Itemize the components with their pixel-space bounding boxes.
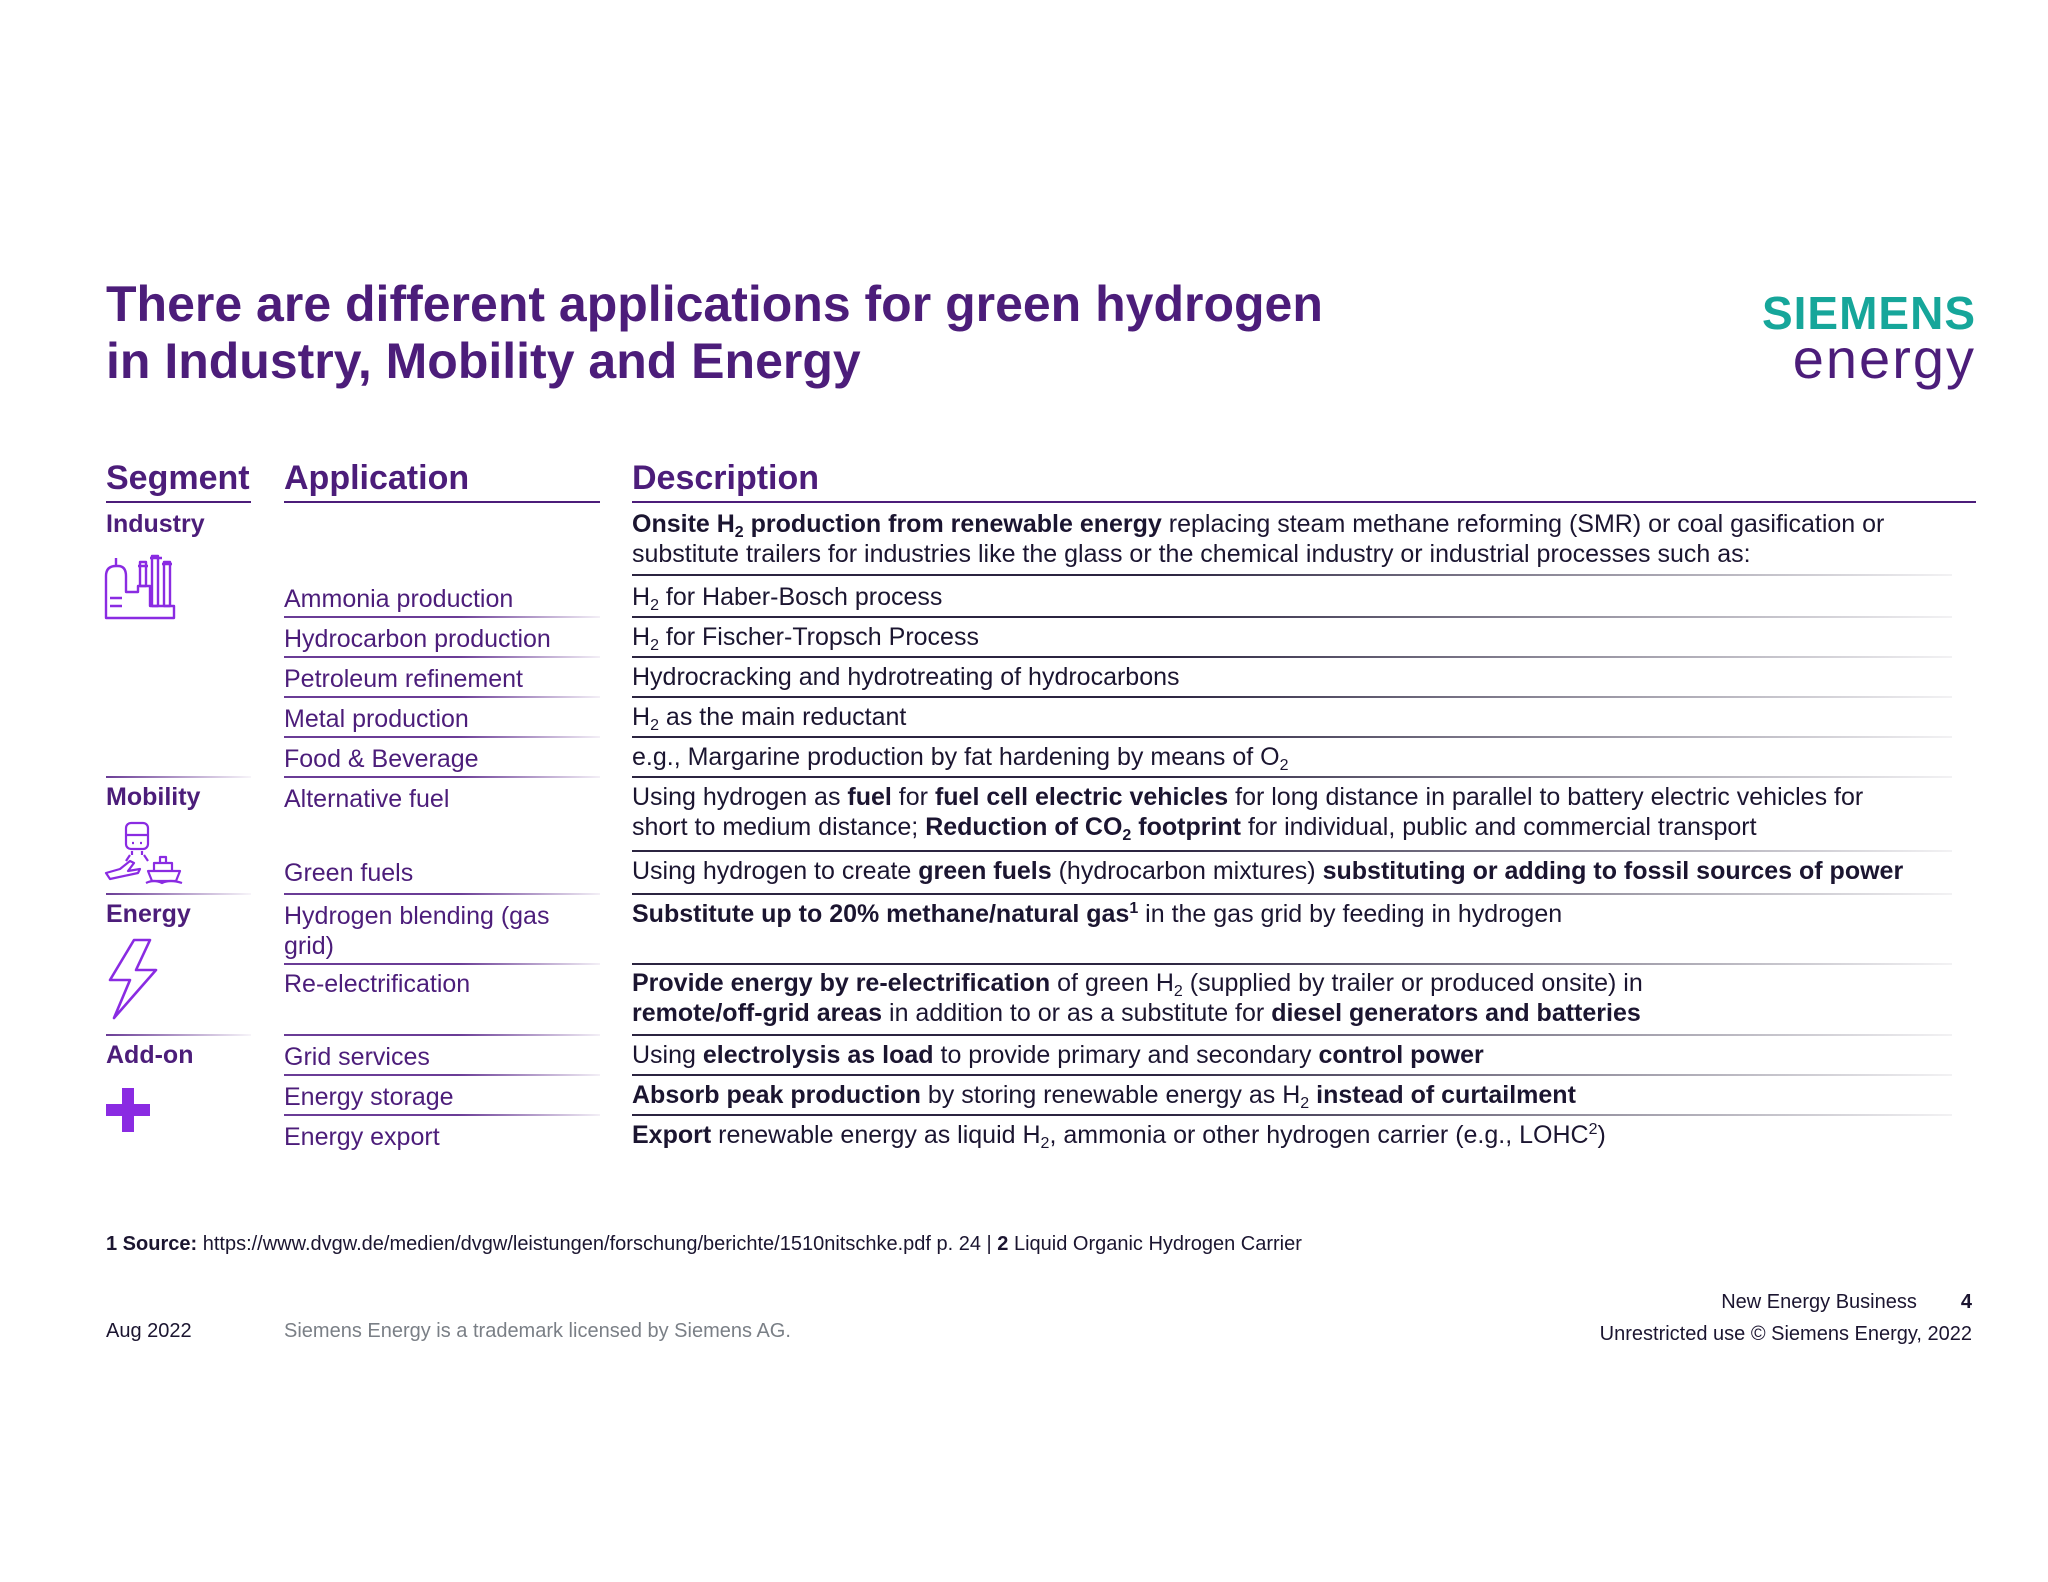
application-item: Alternative fuel [284,785,450,813]
application-item: Ammonia production [284,585,514,613]
description-item: Substitute up to 20% methane/natural gas$^1$ in the gas grid by feeding in hydrogen [632,900,1563,928]
footer-copyright: Unrestricted use © Siemens Energy, 2022 [1599,1323,1972,1345]
application-divider [284,616,600,618]
header-rule-description [632,501,1976,503]
application-divider [284,1034,600,1036]
segment-divider [106,1034,251,1036]
description-item: Using hydrogen to create green fuels (hydrocarbon mixtures) substituting or adding to fossil sources of power [632,857,1904,885]
footer-business: New Energy Business [1721,1291,1917,1313]
description-item: Using hydrogen as fuel for fuel cell electric vehicles for long distance in parallel to battery electric vehicles for short to medium distance; Reduction of $CO_2$ footprint for individual, public and commercial transport [632,783,1864,844]
description-item: Using electrolysis as load to provide primary and secondary control power [632,1041,1484,1069]
logo-siemens: SIEMENS [1761,287,1976,339]
application-divider [284,1114,600,1116]
transport-icon [104,821,184,890]
application-divider [284,1074,600,1076]
description-divider [632,1114,1952,1116]
application-item: Hydrocarbon production [284,625,551,653]
segment-mobility: Mobility [106,783,201,811]
application-item: Food & Beverage [284,745,479,773]
factory-icon [104,548,176,625]
footer-date: Aug 2022 [106,1320,192,1342]
footer-right [1600,1286,1972,1350]
footnote: 1 Source: https://www.dvgw.de/medien/dvgw/leistungen/forschung/berichte/1510nitschke.pdf p. 24 | 2 Liquid Organic Hydrogen Carrier [106,1233,1302,1255]
application-divider [284,736,600,738]
application-item: Hydrogen blending (gas grid) [284,902,550,960]
application-divider [284,696,600,698]
description-divider [632,736,1952,738]
description-item: $H_2$ for Fischer-Tropsch Process [632,623,979,654]
application-divider [284,963,600,965]
page-number: 4 [1960,1291,1972,1313]
description-item: e.g., Margarine production by fat hardening by means of $O_2$ [632,743,1289,774]
description-divider [632,656,1952,658]
application-item: Petroleum refinement [284,665,524,693]
siemens-energy-logo [1728,287,1976,390]
application-item: Energy storage [284,1083,454,1111]
description-item: Export renewable energy as liquid $H_2$, ammonia or other hydrogen carrier (e.g., LOHC$^2$) [632,1121,1606,1152]
segment-divider [106,776,251,778]
description-divider [632,893,1952,895]
description-item: Provide energy by re-electrification of green $H_2$ (supplied by trailer or produced onsite) in remote/off-grid areas in addition to or as a substitute for diesel generators and batteries [632,969,1643,1027]
title-line-1: There are different applications for green hydrogen [106,276,1323,332]
description-item: $H_2$ for Haber-Bosch process [632,583,943,614]
description-divider [632,574,1952,576]
title-line-2: in Industry, Mobility and Energy [106,333,861,389]
description-divider [632,1034,1952,1036]
segment-industry: Industry [106,510,205,538]
description-item: Hydrocracking and hydrotreating of hydrocarbons [632,663,1180,691]
lightning-icon [104,938,160,1025]
header-application: Application [284,459,470,497]
description-item: Onsite $H_2$ production from renewable energy replacing steam methane reforming (SMR) or coal gasification or substitute trailers for industries like the glass or the chemical industry or industrial processes such as: [632,510,1885,568]
segment-energy: Energy [106,900,191,928]
footer-business-line [1600,1286,1972,1318]
segment-add-on: Add-on [106,1041,194,1069]
description-divider [632,696,1952,698]
application-item: Re-electrification [284,970,471,998]
description-divider [632,1074,1952,1076]
header-description: Description [632,459,820,497]
logo-energy: energy [1792,327,1976,390]
footer-trademark: Siemens Energy is a trademark licensed by Siemens AG. [284,1320,791,1342]
application-item: Grid services [284,1043,430,1071]
header-rule-application [284,501,600,503]
page-title [106,276,1406,390]
description-item: Absorb peak production by storing renewable energy as $H_2$ instead of curtailment [632,1081,1576,1112]
plus-icon [104,1086,152,1139]
description-divider [632,963,1952,965]
description-item: $H_2$ as the main reductant [632,703,907,734]
application-divider [284,656,600,658]
header-segment: Segment [106,459,250,497]
application-item: Energy export [284,1123,440,1151]
application-item: Metal production [284,705,469,733]
application-divider [284,893,600,895]
application-item: Green fuels [284,859,414,887]
description-divider [632,616,1952,618]
application-divider [284,776,600,778]
header-rule-segment [106,501,251,503]
description-divider [632,850,1952,852]
segment-divider [106,893,251,895]
description-divider [632,776,1952,778]
